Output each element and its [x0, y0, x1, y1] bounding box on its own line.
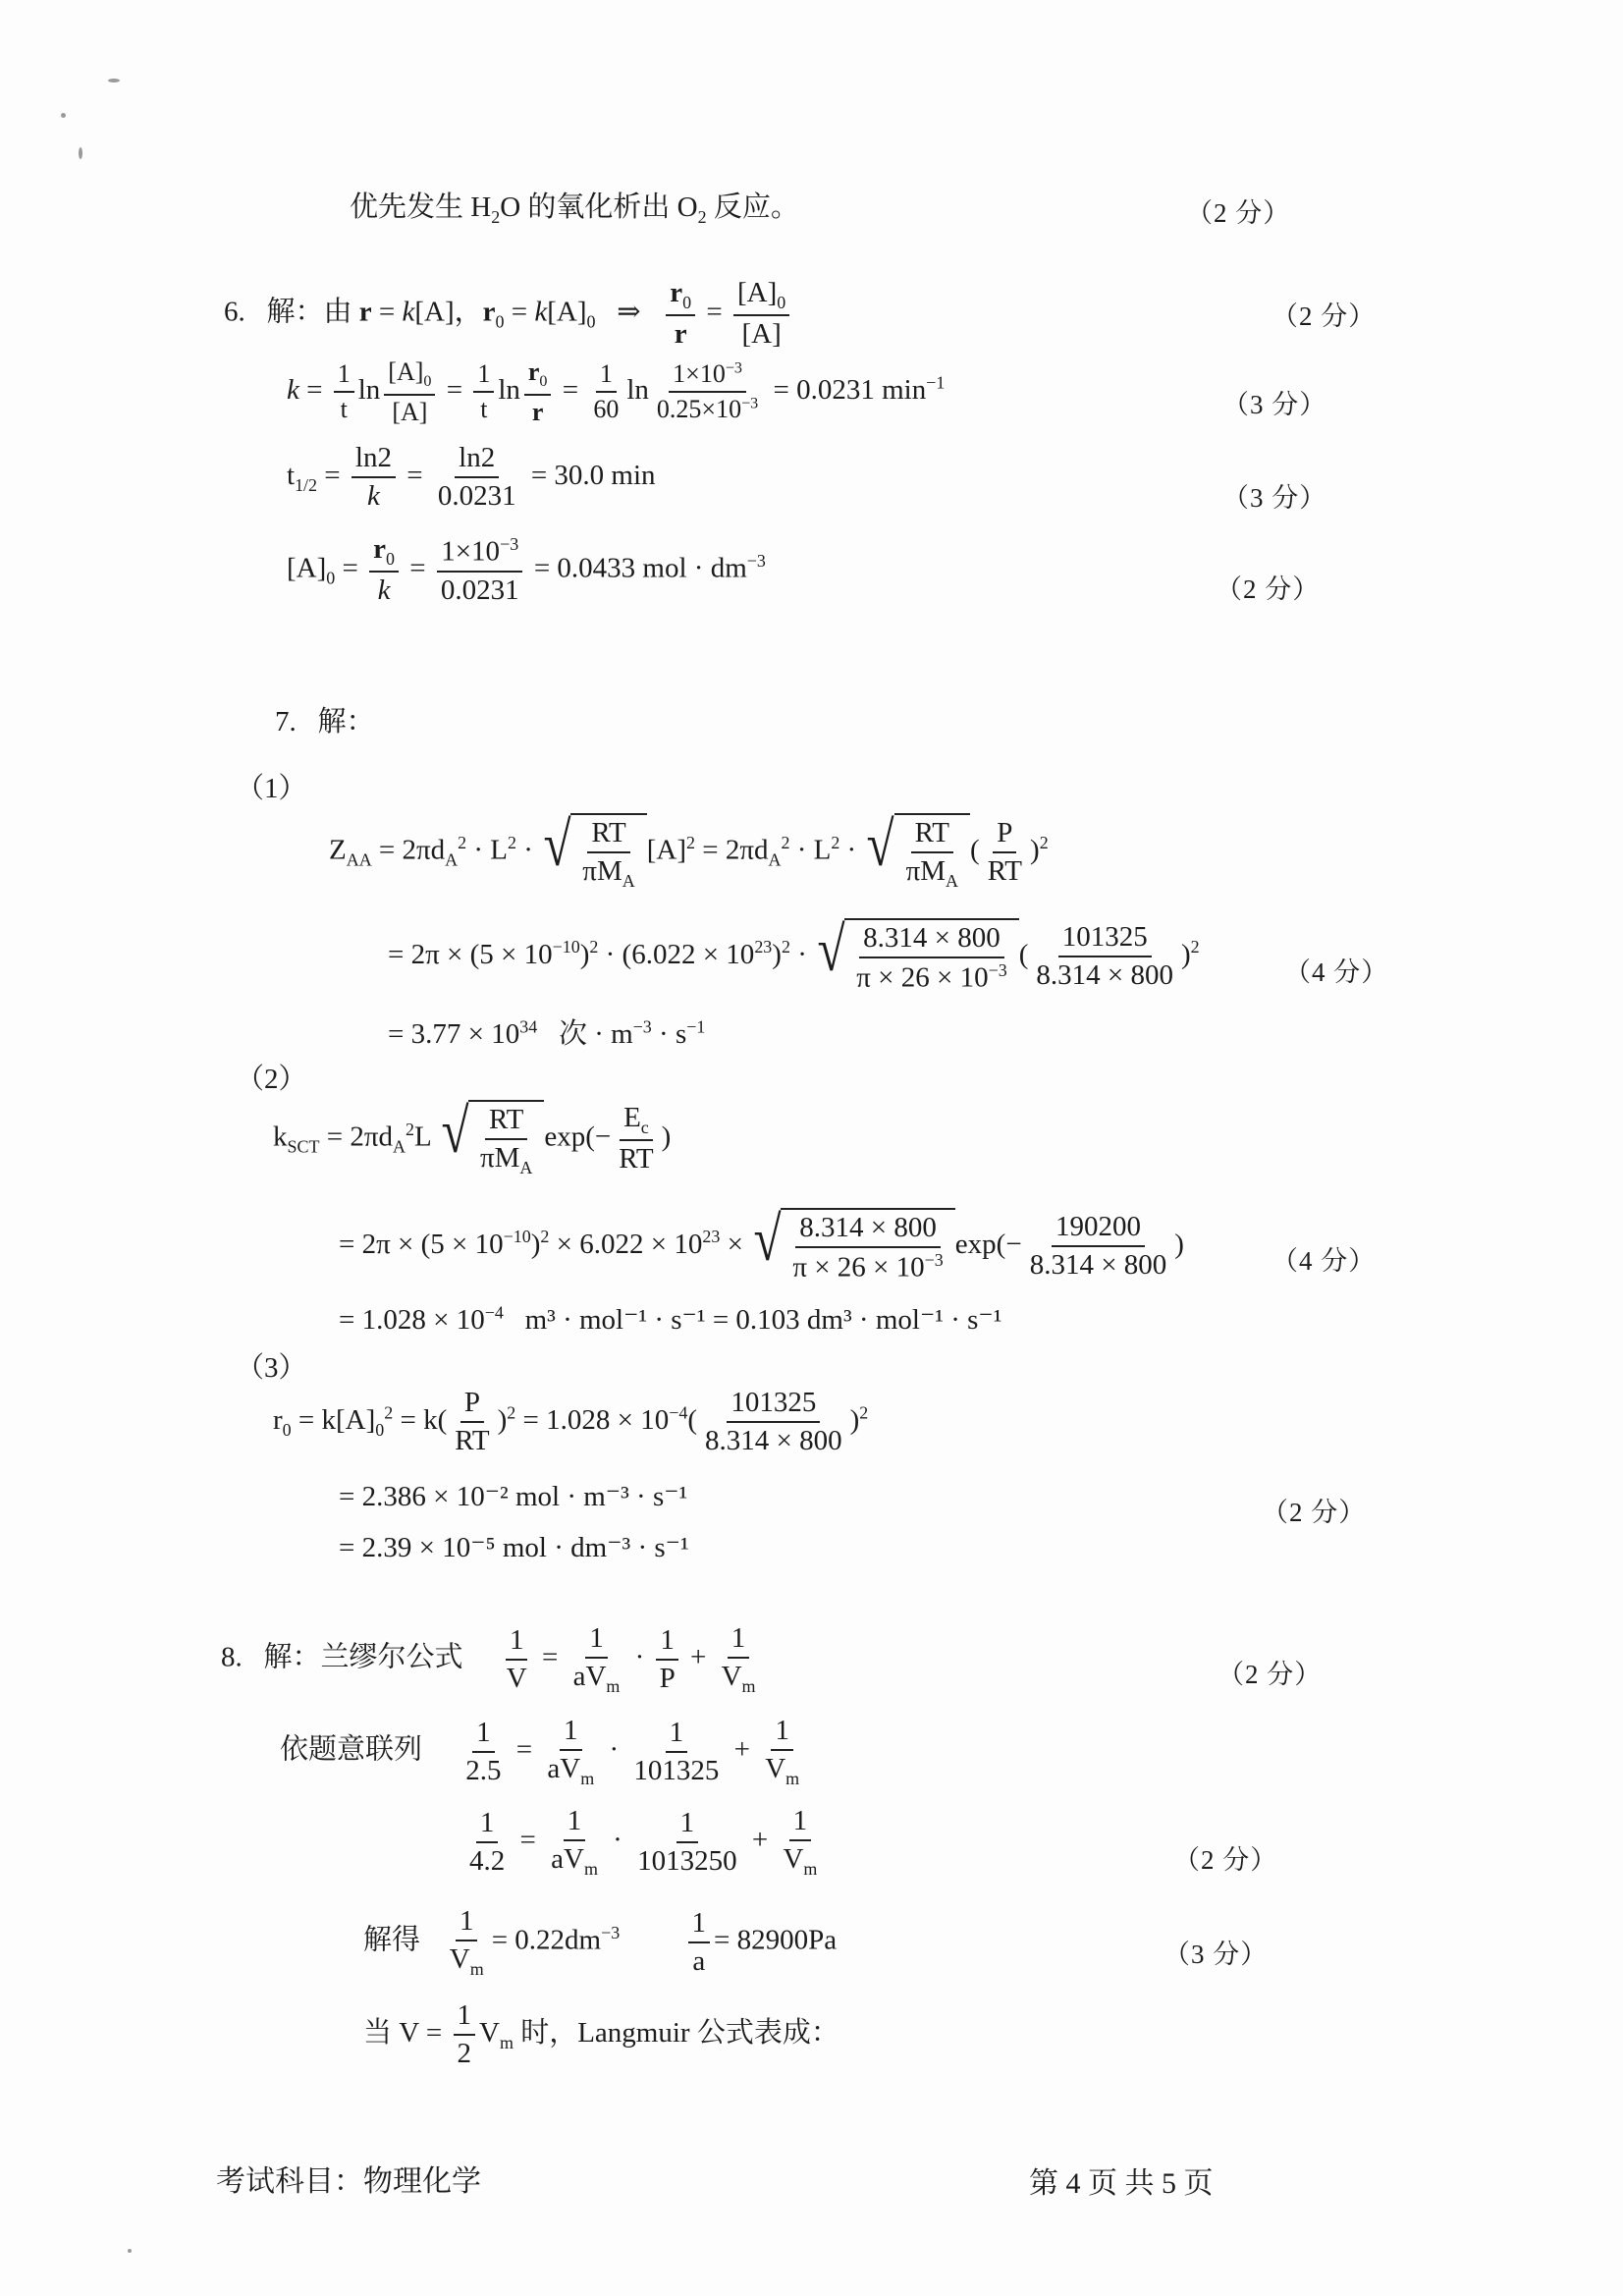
points-label: （2 分）: [1186, 198, 1291, 228]
question-number: 7.: [275, 706, 297, 738]
scan-speck: [61, 113, 66, 118]
part-label: （1）: [236, 773, 307, 804]
q6-half-life-equation: $t_{1/2}$ = $\frac{\ln 2}{k}$ = $\frac{\ln 2}{0.0231}$ = 30.0 min: [287, 442, 656, 513]
q7-rate-constant-formula: $k_{SCT} = 2\pi d_A^2L$ √ $\frac{RT}{\pi M_A}$ exp(− $\frac{E_c}{RT}$ ): [273, 1096, 672, 1178]
top-line: 优先发生 $H_2O$ 的氧化析出 $O_2$ 反应。: [350, 191, 799, 227]
q7-header: 7. 解：: [275, 706, 375, 738]
q8-solution: 解得 $\frac{1}{V_m}$ = $0.22dm^{-3}$ $\frac{1}{a}$ = 82900Pa: [363, 1905, 838, 1980]
q7-initial-rate-result-si: = 2.386 × 10⁻² mol · m⁻³ · s⁻¹: [339, 1481, 688, 1512]
q7-collision-frequency-result: = $3.77 \times 10^{34}$ 次 · $m^{-3} \cdot s^{-1}$: [388, 1016, 706, 1050]
q7-initial-rate-equation: $r_0 = k[A]_0^2 = k$( $\frac{P}{RT}$ )$^2 = 1.028 \times 10^{-4}$( $\frac{101325}{8.314 \times 800}$ )$^2$: [273, 1387, 869, 1457]
q8-equation-2: $\frac{1}{4.2}$ = $\frac{1}{aV_m}$ · $\frac{1}{1013250}$ + $\frac{1}{V_m}$: [469, 1805, 818, 1880]
points-label: （4 分）: [1271, 1246, 1377, 1276]
question-number: 8.: [221, 1641, 243, 1673]
q7-collision-frequency-substitution: = $2\pi \times (5 \times 10^{-10})^2 \cdot (6.022 \times 10^{23})^2$ · √ $\frac{8.314 \times 800}{\pi \times 26 \times 10^{-3}}$ ( $\frac{101325}{8.314 \times 800}$ )$^2$: [388, 914, 1200, 994]
points-label: （2 分）: [1173, 1845, 1278, 1875]
question-number: 6.: [224, 296, 245, 328]
part-label: （3）: [236, 1352, 307, 1384]
rate-ratio-fraction: $\frac{r_0}{r}$: [666, 277, 695, 352]
scan-speck: [128, 2249, 132, 2253]
points-label: （3 分）: [1222, 483, 1327, 513]
scan-speck: [108, 79, 120, 82]
q7-rate-constant-substitution: = $2\pi \times (5 \times 10^{-10})^2 \times 6.022 \times 10^{23}$ × √ $\frac{8.314 \times 800}{\pi \times 26 \times 10^{-3}}$ exp(− $\frac{190200}{8.314 \times 800}$ ): [339, 1204, 1184, 1284]
q7-collision-frequency-formula: $Z_{AA} = 2\pi d_A^2 \cdot L^2$ · √ $\frac{RT}{\pi M_A}$ $[A]^2 = 2\pi d_A^2 \cdot L^2$ · √ $\frac{RT}{\pi M_A}$ ( $\frac{P}{RT}$ )$^2$: [329, 809, 1049, 892]
q6-header: 6. 解：由 r = k[A]，$r_0 = k[A]_0$ ⇒ $\frac{r_0}{r}$ = $\frac{[A]_0}{[A]}$: [224, 277, 793, 352]
q7-initial-rate-result-dm: = 2.39 × 10⁻⁵ mol · dm⁻³ · s⁻¹: [339, 1532, 689, 1563]
q8-header: 8. 解：兰缪尔公式 $\frac{1}{V}$ = $\frac{1}{aV_m}$ · $\frac{1}{P}$ + $\frac{1}{V_m}$: [221, 1622, 756, 1697]
points-label: （2 分）: [1216, 574, 1321, 604]
q6-rate-constant-equation: k = $\frac{1}{t}$ ln $\frac{[A]_0}{[A]}$ = $\frac{1}{t}$ ln $\frac{r_0}{r}$ = $\frac{1}{60}$ ln $\frac{1\times 10^{-3}}{0.25\times 10^{-3}}$ = 0.0231 $\min^{-1}$: [287, 357, 946, 426]
points-label: （2 分）: [1217, 1660, 1323, 1689]
points-label: （3 分）: [1163, 1940, 1269, 1969]
q8-last-line: 当 V = $\frac{1}{2}$ $V_m$ 时，Langmuir 公式表成：: [363, 1999, 839, 2070]
scan-speck: [79, 147, 82, 159]
points-label: （3 分）: [1222, 390, 1327, 419]
points-label: （2 分）: [1262, 1498, 1367, 1527]
q6-intro: 解：由: [266, 296, 352, 328]
q6-initial-concentration-equation: $[A]_0$ = $\frac{r_0}{k}$ = $\frac{1\times 10^{-3}}{0.0231}$ = 0.0433 mol · $dm^{-3}$: [287, 533, 766, 607]
points-label: （2 分）: [1271, 301, 1377, 331]
points-label: （4 分）: [1284, 957, 1389, 987]
part-label: （2）: [236, 1064, 307, 1095]
footer-subject: 考试科目：物理化学: [216, 2165, 481, 2198]
q8-equation-1: 依题意联列 $\frac{1}{2.5}$ = $\frac{1}{aV_m}$ · $\frac{1}{101325}$ + $\frac{1}{V_m}$: [280, 1715, 800, 1789]
q7-rate-constant-result: = $1.028 \times 10^{-4}$ m³ · mol⁻¹ · s⁻¹ = 0.103 dm³ · mol⁻¹ · s⁻¹: [339, 1302, 1002, 1336]
footer-page-number: 第 4 页 共 5 页: [1029, 2167, 1214, 2200]
